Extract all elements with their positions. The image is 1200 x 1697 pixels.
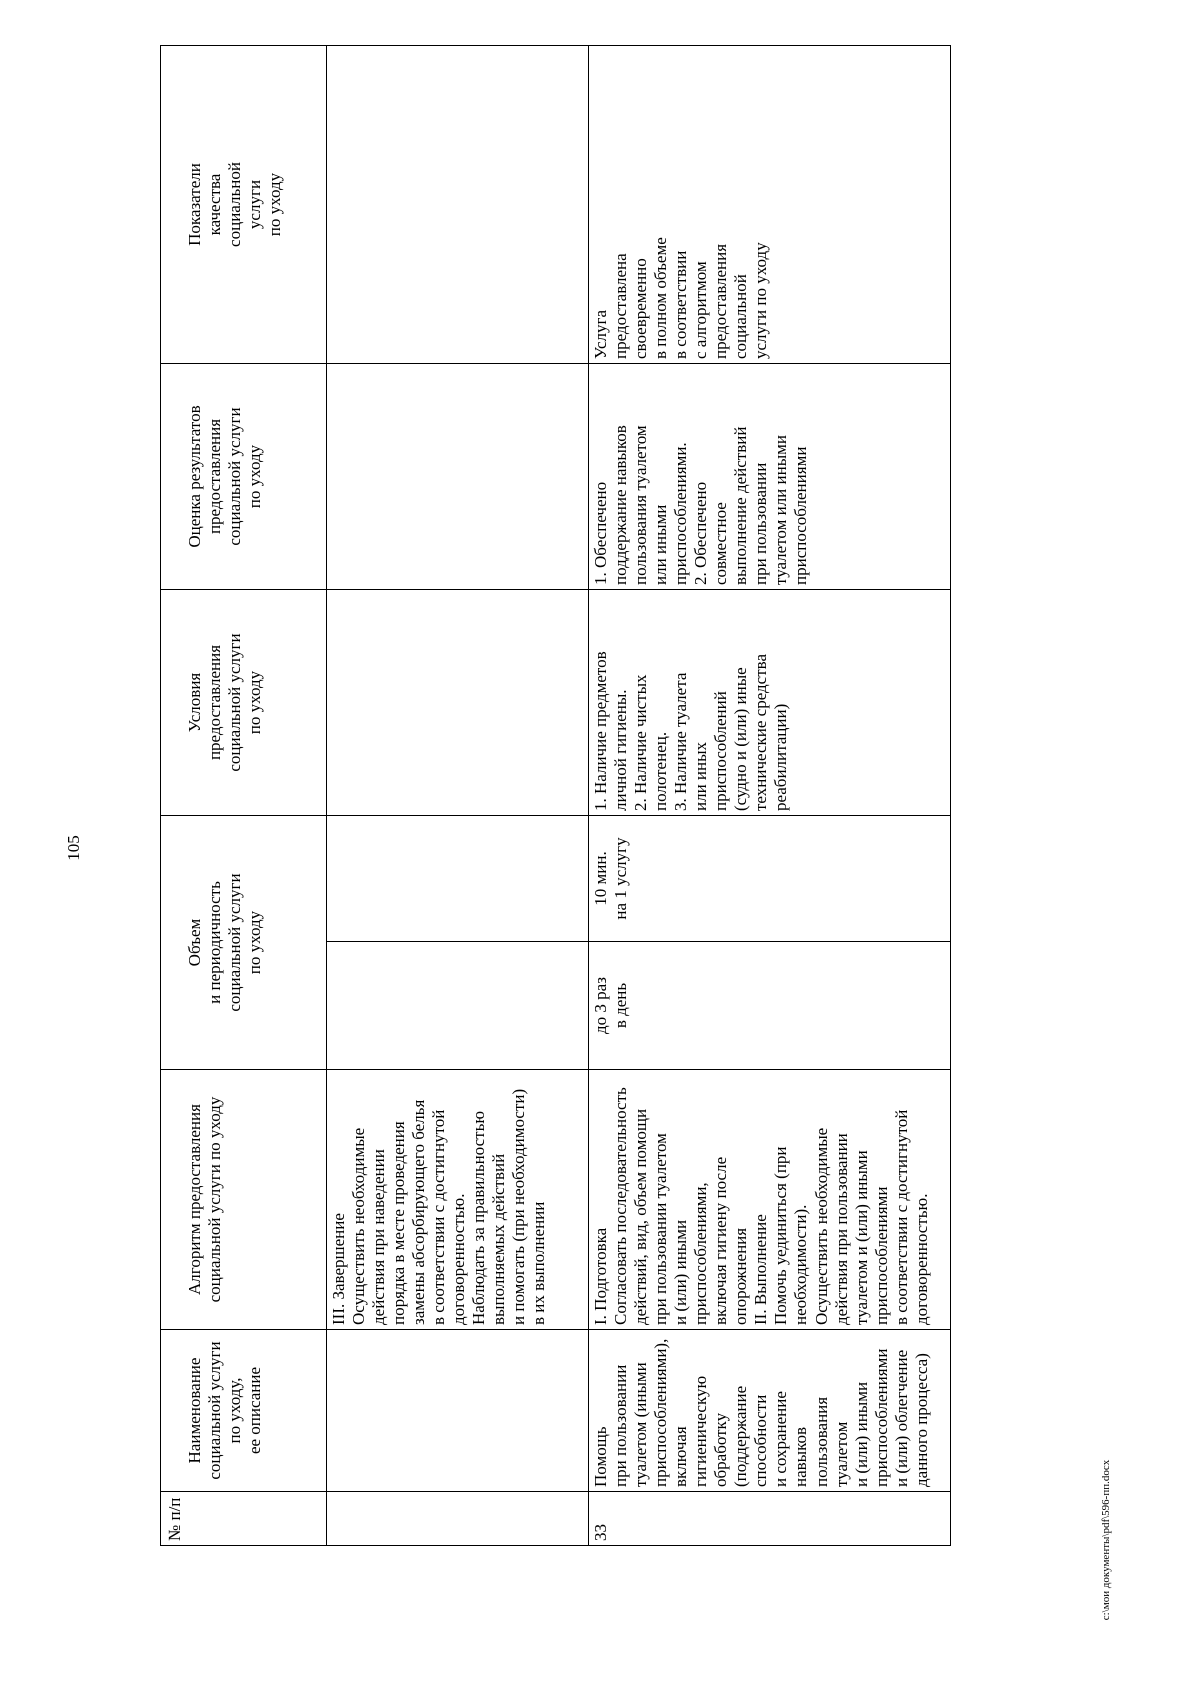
text-line: социальной <box>225 162 245 247</box>
text-line: данного процесса) <box>911 1353 931 1487</box>
cell-frequency-33 <box>589 942 951 1070</box>
text-line: приспособлений <box>711 691 731 811</box>
text-line: I. Подготовка <box>591 1227 610 1325</box>
text-line: реабилитации) <box>771 703 791 811</box>
text-line: Условия <box>185 672 204 733</box>
text-line: полотенец. <box>651 731 671 811</box>
header-quality <box>161 46 327 364</box>
cell-algorithm-continuation <box>327 1070 589 1330</box>
text-line: Наименование <box>185 1357 204 1464</box>
cell-conditions-empty <box>327 590 589 816</box>
cell-conditions-33 <box>589 590 951 816</box>
text-line: туалетом (иными <box>631 1362 651 1487</box>
social-services-table <box>160 45 951 1546</box>
text-line: действия при пользовании <box>831 1133 851 1325</box>
cell-name-33 <box>589 1330 951 1492</box>
text-line: необходимости). <box>791 1204 811 1325</box>
text-line: и сохранение навыков <box>771 1391 811 1487</box>
text-line: социальной услуги <box>225 407 245 546</box>
text-line: с алгоритмом <box>691 261 711 359</box>
text-line: туалетом и (или) иными <box>851 1150 871 1325</box>
header-conditions <box>161 590 327 816</box>
cell-quality-empty <box>327 46 589 364</box>
text-line: услуги <box>245 179 265 230</box>
cell-volume-empty <box>327 816 589 942</box>
header-row <box>161 46 327 1546</box>
text-line: ее описание <box>245 1366 265 1455</box>
text-line: выполнение действий <box>731 426 751 585</box>
text-line: и (или) иными <box>851 1381 871 1487</box>
text-line: качества <box>205 173 225 236</box>
header-evaluation <box>161 364 327 590</box>
text-line: включая гигиену после <box>711 1156 731 1325</box>
text-line: Услуга <box>591 309 610 359</box>
text-line: в полном объеме <box>651 237 671 359</box>
text-line: социальной услуги <box>225 873 245 1012</box>
text-line: и помогать (при необходимости) <box>509 1088 529 1325</box>
text-line: до 3 раз <box>591 977 610 1034</box>
text-line: 1. Обеспечено <box>591 481 610 585</box>
cell-num-empty <box>327 1492 589 1546</box>
text-line: своевременно <box>631 258 651 359</box>
text-line: Алгоритм предоставления <box>185 1104 204 1295</box>
text-line: замены абсорбирующего белья <box>409 1099 429 1325</box>
text-line: 3. Наличие туалета <box>671 672 691 811</box>
text-line: поддержание навыков <box>611 425 631 585</box>
text-line: приспособлениями <box>871 1348 891 1487</box>
text-line: при пользовании туалетом <box>651 1133 671 1325</box>
text-line: при пользовании <box>611 1364 631 1487</box>
text-line: или иных <box>691 741 711 811</box>
text-line: предоставлена <box>611 253 631 359</box>
cell-volume-33 <box>589 816 951 942</box>
text-line: 10 мин. <box>591 851 610 906</box>
text-line: по уходу <box>245 910 265 975</box>
text-line: (судно и (или) иные <box>731 667 751 811</box>
text-line: договоренностью. <box>911 1193 931 1325</box>
text-line: Осуществить необходимые <box>811 1127 831 1325</box>
text-line: по уходу, <box>225 1377 245 1444</box>
text-line: Осуществить необходимые <box>349 1127 369 1325</box>
table-row-continuation <box>327 46 589 1546</box>
text-line: и (или) облегчение <box>891 1349 911 1487</box>
text-line: действий, вид, объем помощи <box>631 1108 651 1325</box>
cell-num-33: 33 <box>589 1492 951 1546</box>
text-line: обработку <box>711 1412 731 1487</box>
header-volume <box>161 816 327 1070</box>
text-line: и периодичность <box>205 881 225 1004</box>
text-line: совместное <box>711 502 731 585</box>
text-line: в соответствии <box>671 250 691 359</box>
text-line: Наблюдать за правильностью <box>469 1110 489 1325</box>
text-line: опорожнения <box>731 1227 751 1325</box>
table-row-33 <box>589 46 951 1546</box>
text-line: включая <box>671 1426 691 1487</box>
text-line: социальной <box>731 274 751 359</box>
text-line: и (или) иными приспособлениями, <box>671 1182 711 1325</box>
text-line: на 1 услугу <box>611 837 631 920</box>
text-line: способности <box>751 1394 771 1487</box>
page-number: 105 <box>64 835 83 861</box>
text-line: по уходу <box>245 670 265 735</box>
text-line: приспособлениями. <box>671 442 691 585</box>
text-line: Оценка результатов <box>185 405 204 548</box>
header-num: № п/п <box>161 1492 327 1546</box>
text-line: приспособлениями <box>791 446 811 585</box>
text-line: пользования туалетом <box>631 425 651 585</box>
text-line: в соответствии с достигнутой <box>429 1109 449 1325</box>
cell-evaluation-empty <box>327 364 589 590</box>
text-line: технические средства <box>751 653 771 811</box>
text-line: 2. Наличие чистых <box>631 674 651 811</box>
text-line: или иными <box>651 504 671 585</box>
text-line: выполняемых действий <box>489 1153 509 1325</box>
text-line: по уходу <box>265 172 285 237</box>
text-line: III. Завершение <box>329 1213 348 1325</box>
text-line: Согласовать последовательность <box>611 1087 631 1325</box>
text-line: (поддержание <box>731 1385 751 1487</box>
text-line: Объем <box>185 918 204 967</box>
text-line: II. Выполнение <box>751 1214 771 1325</box>
cell-quality-33 <box>589 46 951 364</box>
text-line: социальной услуги <box>205 1341 225 1480</box>
header-name <box>161 1330 327 1492</box>
text-line: личной гигиены. <box>611 689 631 811</box>
text-line: туалетом или иными <box>771 435 791 585</box>
text-line: Помочь уединиться (при <box>771 1146 791 1325</box>
text-line: 2. Обеспечено <box>691 481 711 585</box>
text-line: при пользовании <box>751 462 771 585</box>
cell-algorithm-33 <box>589 1070 951 1330</box>
text-line: договоренностью. <box>449 1193 469 1325</box>
text-line: в их выполнении <box>529 1201 549 1325</box>
social-services-table-wrapper <box>160 46 950 1546</box>
header-algorithm <box>161 1070 327 1330</box>
text-line: социальной услуги <box>225 633 245 772</box>
text-line: Показатели <box>185 163 204 246</box>
text-line: пользования туалетом <box>811 1396 851 1487</box>
text-line: гигиеническую <box>691 1375 711 1487</box>
text-line: социальной услуги по уходу <box>205 1096 225 1303</box>
text-line: по уходу <box>245 444 265 509</box>
text-line: предоставления <box>205 418 225 535</box>
text-line: в день <box>611 982 631 1029</box>
text-line: действия при наведении <box>369 1149 389 1325</box>
cell-frequency-empty <box>327 942 589 1070</box>
text-line: в соответствии с достигнутой <box>891 1109 911 1325</box>
text-line: услуги по уходу <box>751 242 771 359</box>
text-line: предоставления <box>711 243 731 359</box>
text-line: 1. Наличие предметов <box>591 651 610 811</box>
text-line: предоставления <box>205 644 225 761</box>
text-line: приспособлениями), <box>651 1338 671 1487</box>
cell-name-empty <box>327 1330 589 1492</box>
text-line: порядка в месте проведения <box>389 1121 409 1325</box>
file-path: c:\мои документы\pdf\596-пп.docx <box>1100 1459 1112 1621</box>
rotated-table-area <box>160 46 950 1546</box>
text-line: приспособлениями <box>871 1186 891 1325</box>
cell-evaluation-33 <box>589 364 951 590</box>
text-line: Помощь <box>591 1426 610 1487</box>
